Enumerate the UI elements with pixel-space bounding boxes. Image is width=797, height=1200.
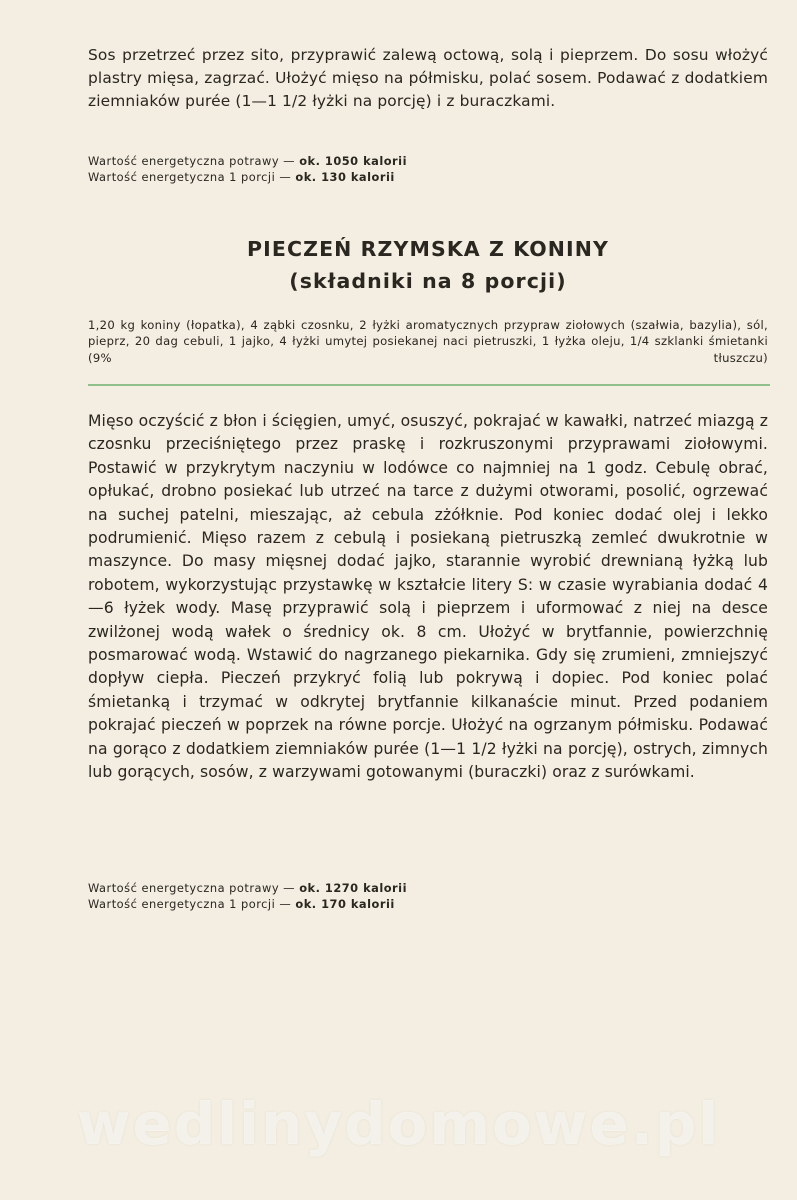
energy-dish-value: ok. 1050 kalorii [299, 154, 407, 168]
energy-portion-value: ok. 130 kalorii [295, 170, 395, 184]
previous-recipe-paragraph: Sos przetrzeć przez sito, przyprawić zalewą octową, solą i pieprzem. Do sosu włożyć plastry mięsa, zagrzać. Ułożyć mięso na półmisku, polać sosem. Podawać z dodatkiem ziemniaków purée (1—1 1/2 łyżki na porcję) i z buraczkami. [88, 46, 768, 111]
energy-dish-line [88, 880, 407, 896]
energy-dish-line [88, 153, 407, 169]
energy-portion-value: ok. 170 kalorii [295, 897, 395, 911]
energy-values-recipe [88, 880, 407, 912]
energy-dish-label: Wartość energetyczna potrawy — [88, 881, 300, 895]
energy-dish-label: Wartość energetyczna potrawy — [88, 154, 300, 168]
energy-values-previous [88, 153, 407, 185]
energy-portion-label: Wartość energetyczna 1 porcji — [88, 897, 296, 911]
watermark-logo: wedlinydomowe.pl [76, 1090, 721, 1158]
green-divider [88, 384, 770, 386]
recipe-title: PIECZEŃ RZYMSKA Z KONINY [247, 237, 609, 261]
recipe-subtitle: (składniki na 8 porcji) [289, 269, 567, 293]
recipe-ingredients: 1,20 kg koniny (łopatka), 4 ząbki czosnku, 2 łyżki aromatycznych przypraw ziołowych (szałwia, bazylia), sól, pieprz, 20 dag cebuli, 1 jajko, 4 łyżki umytej posiekanej naci pietruszki, 1 łyżka oleju, 1/4 szklanki śmietanki (9% tłuszczu) [88, 318, 768, 365]
energy-portion-line [88, 169, 407, 185]
recipe-instructions: Mięso oczyścić z błon i ścięgien, umyć, osuszyć, pokrajać w kawałki, natrzeć miazgą z czosnku przeciśniętego przez praskę i rozkruszonymi przyprawami ziołowymi. Postawić w przykrytym naczyniu w lodówce co najmniej na 1 godz. Cebulę obrać, opłukać, drobno posiekać lub utrzeć na tarce z dużymi otworami, posolić, ogrzewać na suchej patelni, mieszając, aż cebula zżółknie. Pod koniec dodać olej i lekko podrumienić. Mięso razem z cebulą i posiekaną pietruszką zemleć dwukrotnie w maszynce. Do masy mięsnej dodać jajko, starannie wyrobić drewnianą łyżką lub robotem, wykorzystując przystawkę w kształcie litery S: w czasie wyrabiania dodać 4—6 łyżek wody. Masę przyprawić solą i pieprzem i uformować z niej na desce zwilżonej wodą wałek o średnicy ok. 8 cm. Ułożyć w brytfannie, powierzchnię posmarować wodą. Wstawić do nagrzanego piekarnika. Gdy się zrumieni, zmniejszyć dopływ ciepła. Pieczeń przykryć folią lub pokrywą i dopiec. Pod koniec polać śmietanką i trzymać w odkrytej brytfannie kilkanaście minut. Przed podaniem pokrajać pieczeń w poprzek na równe porcje. Ułożyć na ogrzanym półmisku. Podawać na gorąco z dodatkiem ziemniaków purée (1—1 1/2 łyżki na porcję), ostrych, zimnych lub gorących, sosów, z warzywami gotowanymi (buraczki) oraz z surówkami. [88, 412, 768, 782]
energy-portion-line [88, 896, 407, 912]
energy-dish-value: ok. 1270 kalorii [299, 881, 407, 895]
recipe-heading [88, 233, 768, 297]
energy-portion-label: Wartość energetyczna 1 porcji — [88, 170, 296, 184]
